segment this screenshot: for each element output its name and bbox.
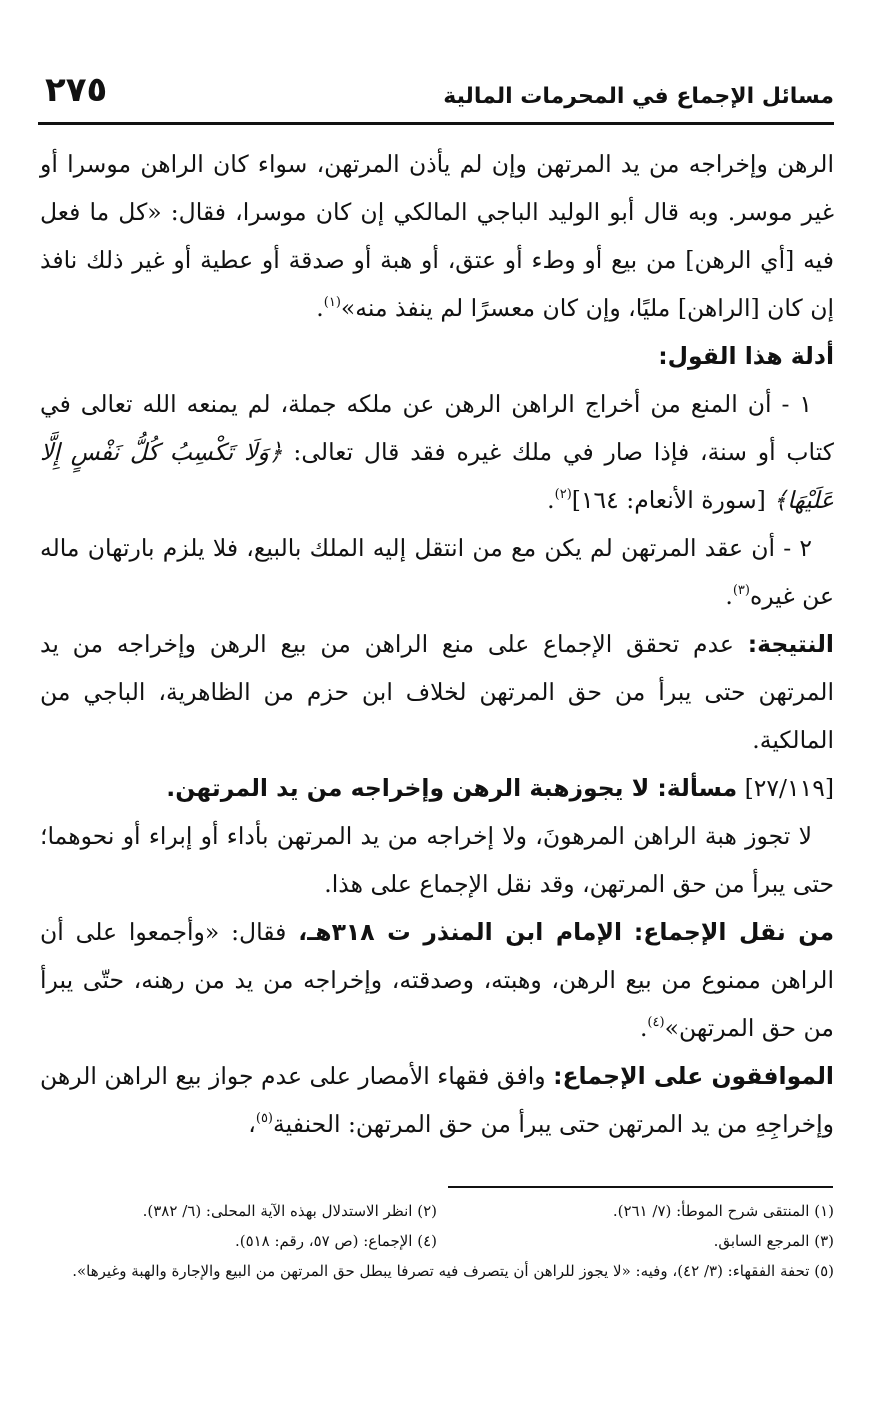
footnote-ref-3: (٣) bbox=[732, 583, 750, 598]
running-title: مسائل الإجماع في المحرمات المالية bbox=[443, 84, 834, 109]
footnote-5: (٥) تحفة الفقهاء: (٣/ ٤٢)، وفيه: «لا يجوز للراهن أن يتصرف فيه تصرفا يبطل حق المرتهن من البيع والإجارة والهبة وغيرها». bbox=[72, 1262, 834, 1280]
footnote-3: (٣) المرجع السابق. bbox=[713, 1232, 834, 1250]
consensus-agreers: الموافقون على الإجماع: وافق فقهاء الأمصار على عدم جواز بيع الراهن الرهن وإخراجِهِ من يد المرتهن حتى يبرأ من حق المرتهن: الحنفية$^{(٥)}$، bbox=[40, 1062, 834, 1138]
issue-number: [٢٧/١١٩] bbox=[744, 774, 834, 802]
footnote-ref-5: (٥) bbox=[255, 1111, 273, 1126]
issue-heading bbox=[40, 764, 834, 812]
consensus-source: من نقل الإجماع: الإمام ابن المنذر ت ٣١٨هـ، فقال: «وأجمعوا على أن الراهن ممنوع من بيع الرهن، وهبته، وصدقته، وإخراجه من يد من رهنه، حتّى يبرأ من حق المرتهن»$^{(٤)}$. bbox=[40, 918, 834, 1042]
evidence-1: ١ - أن المنع من أخراج الراهن الرهن عن ملكه جملة، لم يمنعه الله تعالى في كتاب أو سنة، فإذا صار في ملك غيره فقد قال تعالى: ﴿وَلَا تَكْسِبُ كُلُّ نَفْسٍ إِلَّا عَلَيْهَا﴾ [سورة الأنعام: ١٦٤]$^{(٢)}$. bbox=[40, 390, 834, 514]
header-rule bbox=[38, 122, 834, 125]
footnote-4: (٤) الإجماع: (ص ٥٧، رقم: ٥١٨). bbox=[234, 1232, 437, 1250]
result-paragraph: النتيجة: عدم تحقق الإجماع على منع الراهن من بيع الرهن وإخراجه من يد المرتهن حتى يبرأ من حق المرتهن لخلاف ابن حزم من الظاهرية، الباجي من المالكية. bbox=[40, 630, 834, 754]
running-head bbox=[35, 70, 834, 120]
body-text bbox=[40, 140, 834, 1148]
section-heading-evidence: أدلة هذا القول: bbox=[658, 342, 834, 370]
quran-verse: ﴿وَلَا تَكْسِبُ كُلُّ نَفْسٍ إِلَّا عَلَيْهَا﴾ bbox=[40, 438, 834, 514]
footnote-ref-2: (٢) bbox=[554, 487, 572, 502]
page-number: ٢٧٥ bbox=[45, 70, 108, 110]
issue-statement: لا تجوز هبة الراهن المرهونَ، ولا إخراجه من يد المرتهن بأداء أو إبراء أو نحوهما؛ حتى يبرأ من حق المرتهن، وقد نقل الإجماع على هذا. bbox=[40, 822, 834, 898]
footnote-ref-1: (١) bbox=[323, 295, 341, 310]
evidence-2: ٢ - أن عقد المرتهن لم يكن مع من انتقل إليه الملك بالبيع، فلا يلزم بارتهان ماله عن غيره$^{(٣)}$. bbox=[40, 534, 834, 610]
footnotes bbox=[40, 1196, 834, 1286]
result-label: النتيجة: bbox=[747, 630, 834, 658]
footnote-rule bbox=[448, 1186, 833, 1188]
footnote-row bbox=[40, 1226, 834, 1256]
issue-title: مسألة: لا يجوزهبة الرهن وإخراجه من يد المرتهن. bbox=[166, 774, 738, 802]
footnote-1: (١) المنتقى شرح الموطأ: (٧/ ٢٦١). bbox=[612, 1202, 834, 1220]
footnote-row bbox=[40, 1196, 834, 1226]
footnote-ref-4: (٤) bbox=[647, 1015, 665, 1030]
paragraph-1: الرهن وإخراجه من يد المرتهن وإن لم يأذن المرتهن، سواء كان الراهن موسرا أو غير موسر. وبه قال أبو الوليد الباجي المالكي إن كان موسرا، فقال: «كل ما فعل فيه [أي الرهن] من بيع أو وطء أو عتق، أو هبة أو صدقة أو عطية أو غير ذلك نافذ إن كان [الراهن] مليًا، وإن كان معسرًا لم ينفذ منه»$^{(١)}$. bbox=[40, 150, 834, 322]
footnote-2: (٢) انظر الاستدلال بهذه الآية المحلى: (٦/ ٣٨٢). bbox=[142, 1202, 437, 1220]
